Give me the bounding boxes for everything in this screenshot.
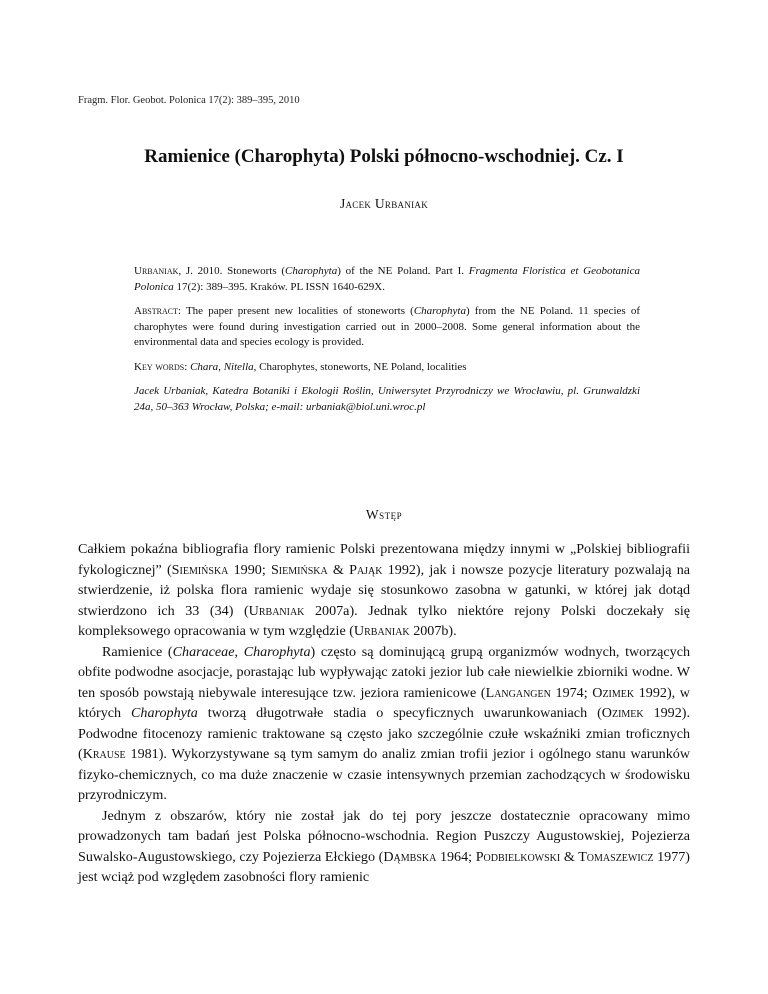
paragraph <box>78 642 690 806</box>
text-run: 2007b). <box>409 623 457 639</box>
citation-text: 17(2): 389–395. Kraków. PL ISSN 1640-629X. <box>173 280 385 293</box>
text-run: 1992). Podwodne fitocenozy ramienic traktowane są często jako szczególnie czułe wskaźniki zmian troficznych ( <box>78 705 690 762</box>
cited-author: Ozimek <box>601 705 644 721</box>
cited-author: Podbielkowski & Tomaszewicz <box>475 848 654 865</box>
taxon-name: Charophyta <box>131 705 198 721</box>
paragraph <box>78 539 690 642</box>
abstract-text: ) from the NE Poland. 11 species of charophytes were found during investigation carried out in 2000–2008. Some general information about the environmental data and species ecology is provided. <box>134 305 640 348</box>
cited-author: Dąmbska <box>383 848 437 865</box>
cited-author: Ozimek <box>592 684 635 701</box>
citation <box>134 264 640 295</box>
author-address: Jacek Urbaniak, Katedra Botaniki i Ekologii Roślin, Uniwersytet Przyrodniczy we Wrocławiu, pl. Grunwaldzki 24a, 50–363 Wrocław, Polska; e-mail: urbaniak@biol.uni.wroc.pl <box>134 385 640 413</box>
abstract-block <box>134 264 640 424</box>
abstract-text: : The paper present new localities of stoneworts ( <box>177 305 414 317</box>
keywords <box>134 360 640 376</box>
text-run: 2007a). Jednak tylko niektóre rejony Polski doczekały się kompleksowego opracowania w tym względzie ( <box>78 602 690 639</box>
text-run: Jednym z obszarów, który nie został jak do tej pory jeszcze dostatecznie opracowany mimo prowadzonych tam badań jest Polska północno-wschodnia. Region Puszczy Augustowskiej, Pojezierza Suwalsko-Augustowskiego, czy Pojezierza Ełckiego ( <box>78 807 690 865</box>
cited-author: Langangen <box>485 684 551 701</box>
cited-author: Krause <box>82 746 126 762</box>
cited-author: Siemińska & Pająk <box>270 561 383 578</box>
taxon-name: Charophyta <box>243 643 311 660</box>
text-run: 1992), jak i nowsze pozycje literatury pozwalają na stwierdzenie, iż polska flora ramienic wydaje się stosunkowo zasobna w gatunki, w której jak dotąd stwierdzono ich 33 (34) ( <box>78 561 690 619</box>
text-run: 1990; <box>228 561 271 578</box>
abstract-taxon: Charophyta <box>413 305 466 317</box>
keywords-text: , Charophytes, stoneworts, NE Poland, localities <box>253 360 467 373</box>
text-run: 1964; <box>436 848 476 865</box>
text-run: 1981). Wykorzystywane są tym samym do analiz zmian trofii jezior i ogólnego stanu warunków fizyko-chemicznych, co ma duże znaczenie w czasie intensywnych przemian zachodzących w środowisku przyrodniczym. <box>78 746 690 803</box>
keywords-text: : <box>184 360 191 373</box>
cited-author: Siemińska <box>171 561 229 578</box>
citation-taxon: Charophyta <box>285 265 338 277</box>
text-run: , <box>234 643 244 660</box>
keyword-genus: Chara <box>190 360 219 373</box>
keyword-genus: Nitella <box>223 360 254 373</box>
keywords-text: , <box>218 360 224 373</box>
keywords-label: Key words <box>134 360 185 373</box>
text-run: 1992), w których <box>78 684 690 721</box>
text-run: tworzą długotrwałe stadia o specyficznych uwarunkowaniach ( <box>197 705 602 721</box>
taxon-name: Characeae <box>172 643 235 660</box>
article-title: Ramienice (Charophyta) Polski północno-wschodniej. Cz. I <box>144 146 624 167</box>
abstract <box>134 304 640 351</box>
abstract-label: Abstract <box>134 305 178 317</box>
paragraph <box>78 806 690 888</box>
running-head: Fragm. Flor. Geobot. Polonica 17(2): 389–395, 2010 <box>78 95 300 106</box>
body-text <box>78 539 690 888</box>
citation-text: , J. 2010. Stoneworts ( <box>178 265 286 277</box>
cited-author: Urbaniak <box>248 602 305 619</box>
citation-author: Urbaniak <box>134 265 179 277</box>
citation-text: ) of the NE Poland. Part I. <box>337 265 469 277</box>
text-run: Całkiem pokaźna bibliografia flory ramienic Polski prezentowana między innymi w „Polskiej bibliografii fykologicznej” ( <box>78 541 690 578</box>
text-run: 1977) jest wciąż pod względem zasobności flory ramienic <box>78 848 690 885</box>
section-heading: Wstęp <box>365 507 403 522</box>
text-run: 1974; <box>550 684 593 701</box>
citation-journal: Fragmenta Floristica et Geobotanica Polonica <box>134 265 640 293</box>
text-run: Ramienice ( <box>102 643 173 660</box>
cited-author: Urbaniak <box>353 623 410 639</box>
author-name: Jacek Urbaniak <box>339 196 429 211</box>
text-run: ) często są dominującą grupą organizmów wodnych, tworzących obfite podwodne asocjacje, porastając lub wypływając zatoki jezior lub całe niewielkie zbiorniki wodne. W ten sposób powstają niebywale interesujące tzw. jeziora ramienicowe ( <box>78 643 691 701</box>
